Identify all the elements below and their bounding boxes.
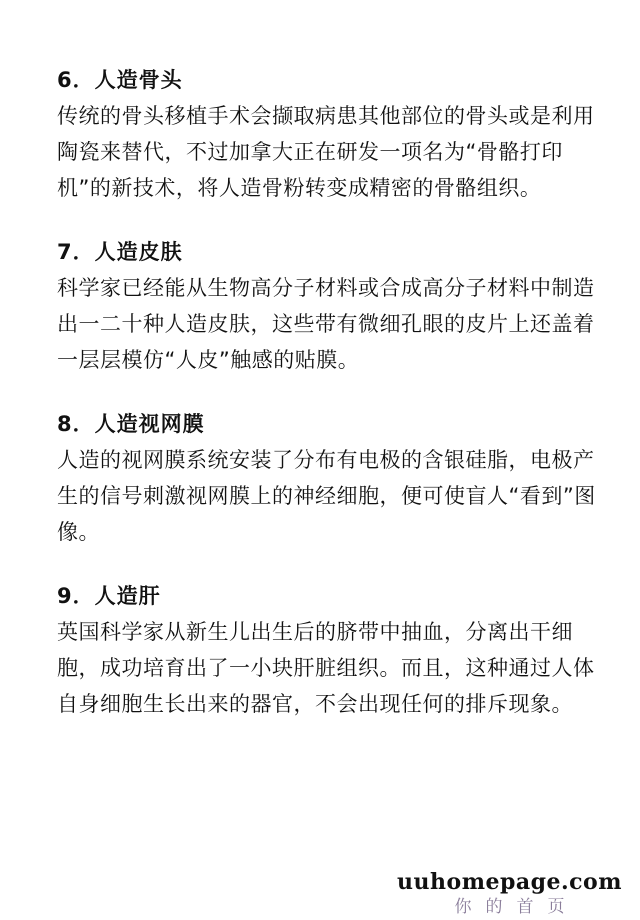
section-heading: 9．人造肝 <box>57 584 161 608</box>
section-artificial-retina <box>57 408 597 550</box>
article-content <box>57 64 597 752</box>
section-body: 人造的视网膜系统安装了分布有电极的含银硅脂，电极产生的信号刺激视网膜上的神经细胞，便可使盲人“看到”图像。 <box>57 448 596 544</box>
section-body: 传统的骨头移植手术会撷取病患其他部位的骨头或是利用陶瓷来替代，不过加拿大正在研发一项名为“骨骼打印机”的新技术，将人造骨粉转变成精密的骨骼组织。 <box>57 104 595 200</box>
section-heading: 6．人造骨头 <box>57 68 183 92</box>
section-artificial-bone <box>57 64 597 206</box>
section-body: 英国科学家从新生儿出生后的脐带中抽血，分离出干细胞，成功培育出了一小块肝脏组织。而且，这种通过人体自身细胞生长出来的器官，不会出现任何的排斥现象。 <box>57 620 595 716</box>
watermark-text: 你的首页 <box>454 897 579 917</box>
section-heading: 7．人造皮肤 <box>57 240 183 264</box>
section-body: 科学家已经能从生物高分子材料或合成高分子材料中制造出一二十种人造皮肤，这些带有微细孔眼的皮片上还盖着一层层模仿“人皮”触感的贴膜。 <box>57 276 595 372</box>
section-heading: 8．人造视网膜 <box>57 412 205 436</box>
watermark <box>397 868 622 918</box>
watermark-url: uuhomepage.com <box>397 869 622 895</box>
section-artificial-skin <box>57 236 597 378</box>
section-artificial-liver <box>57 580 597 722</box>
